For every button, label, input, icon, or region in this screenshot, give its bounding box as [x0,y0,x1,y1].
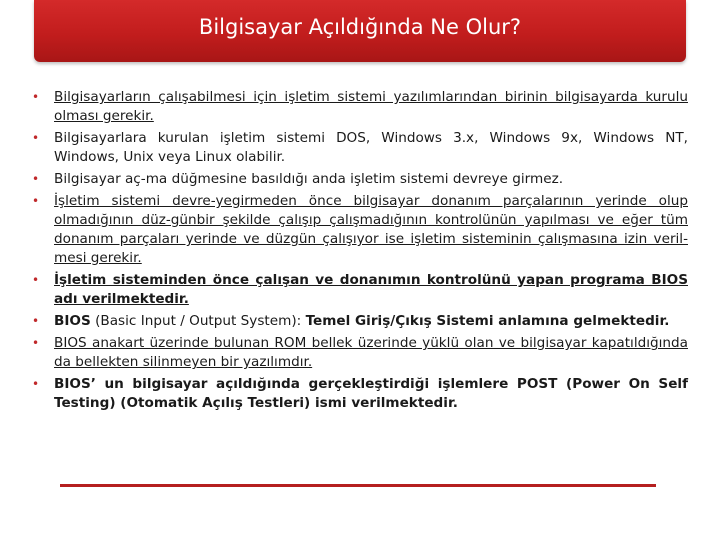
bullet-icon: • [32,194,40,208]
bullet-text: Bilgisayarlara kurulan işletim sistemi DOS, Windows 3.x, Windows 9x, Windows NT, Windows, Unix veya Linux olabilir. [54,130,688,165]
bullet-list [32,88,688,416]
bullet-icon: • [32,172,40,186]
bullet-icon: • [32,377,40,391]
bullet-text-bold: BIOS’ un bilgisayar açıldığında gerçekleştirdiği işlemlere POST (Power On Self Testing) (Otomatik Açılış Testleri) ismi verilmektedir. [54,376,688,411]
bullet-icon: • [32,314,40,328]
list-item [32,192,688,268]
list-item [32,271,688,309]
bullet-text: Bilgisayar aç-ma düğmesine basıldığı anda işletim sistemi devreye girmez. [54,171,564,187]
bullet-text: (Basic Input / Output System): [90,313,306,329]
bullet-text: İşletim sisteminden önce çalışan ve donanımın kontrolünü yapan programa BIOS adı verilmektedir. [54,272,688,307]
list-item [32,129,688,167]
bullet-text-bold: BIOS [54,313,91,329]
list-item [32,334,688,372]
bullet-icon: • [32,131,40,145]
bottom-divider [60,484,656,487]
bullet-text: BIOS anakart üzerinde bulunan ROM bellek üzerinde yüklü olan ve bilgisayar kapatıldığında da bellekten silinmeyen bir yazılımdır. [54,335,688,370]
bullet-icon: • [32,336,40,350]
list-item [32,170,688,189]
bullet-text: Bilgisayarların çalışabilmesi için işletim sistemi yazılımlarından birinin bilgisayarda kurulu olması gerekir. [54,89,688,124]
bullet-icon: • [32,273,40,287]
title-banner [34,0,686,62]
bullet-text: İşletim sistemi devre-yegirmeden önce bilgisayar donanım parçalarının yerinde olup olmadığının düz-günbir şekilde çalışıp çalışmadığının kontrolünün yapılması ve eğer tüm donanım parçaları yerinde ve düzgün çalışıyor ise işletim sisteminin çalışmasına izin veril-mesi gerekir. [54,193,688,266]
list-item [32,312,688,331]
bullet-icon: • [32,90,40,104]
bullet-text-bold: Temel Giriş/Çıkış Sistemi anlamına gelmektedir. [305,313,670,329]
slide-title: Bilgisayar Açıldığında Ne Olur? [198,15,522,39]
list-item [32,88,688,126]
list-item [32,375,688,413]
